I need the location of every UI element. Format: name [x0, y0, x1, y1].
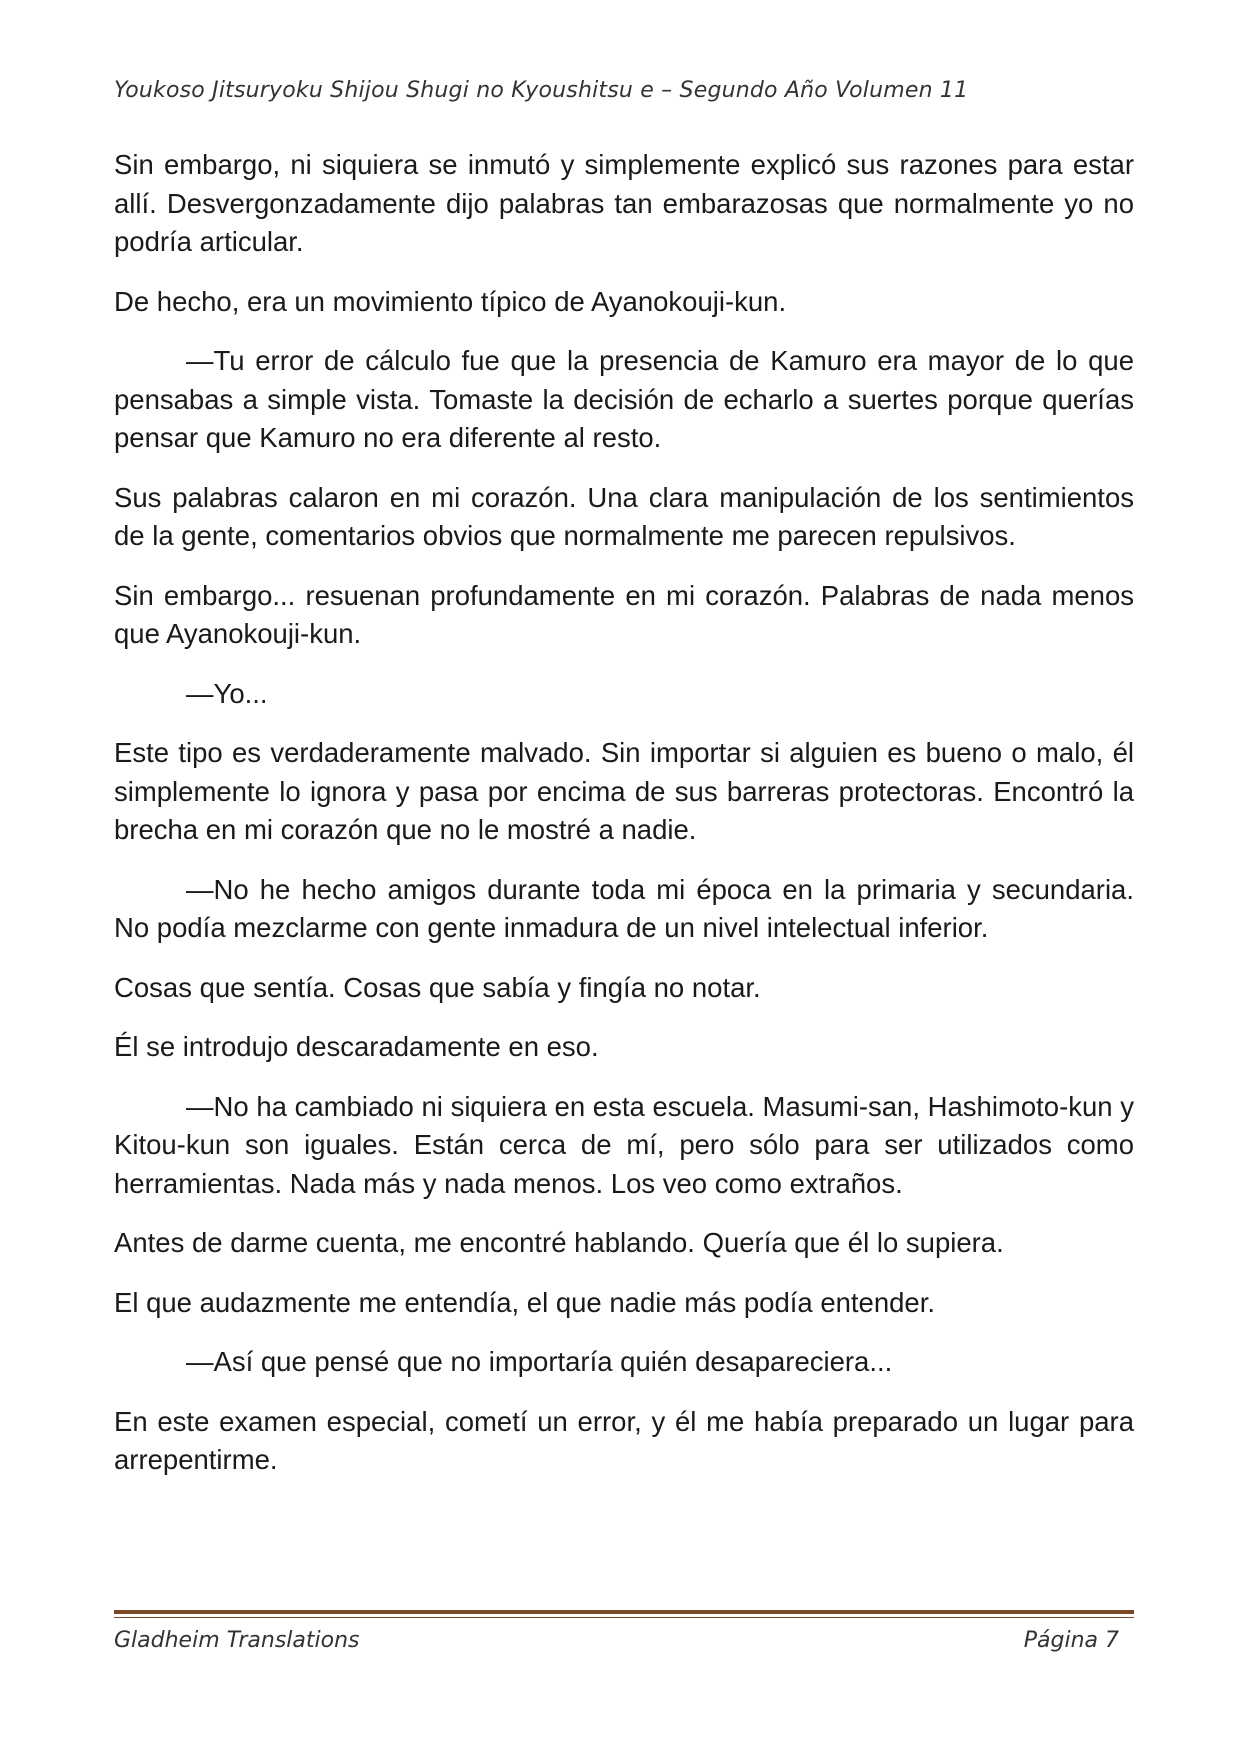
dialogue-paragraph: —No he hecho amigos durante toda mi época en la primaria y secundaria. No podía mezclarme con gente inmadura de un nivel intelectual inferior. — [114, 873, 1134, 943]
paragraph: Sin embargo, ni siquiera se inmutó y simplemente explicó sus razones para estar allí. Desvergonzadamente dijo palabras tan embarazosas que normalmente yo no podría articular. — [114, 149, 1134, 257]
dialogue-paragraph: —Tu error de cálculo fue que la presencia de Kamuro era mayor de lo que pensabas a simple vista. Tomaste la decisión de echarlo a suertes porque querías pensar que Kamuro no era diferente al resto. — [114, 345, 1134, 453]
body-text — [114, 146, 1134, 1501]
paragraph: En este examen especial, cometí un error, y él me había preparado un lugar para arrepentirme. — [114, 1405, 1134, 1475]
footer-publisher: Gladheim Translations — [114, 1628, 360, 1653]
paragraph: Sus palabras calaron en mi corazón. Una clara manipulación de los sentimientos de la gente, comentarios obvios que normalmente me parecen repulsivos. — [114, 481, 1134, 551]
page-number: Página 7 — [1023, 1628, 1119, 1653]
footer-rule-thin — [114, 1617, 1134, 1618]
paragraph: Este tipo es verdaderamente malvado. Sin importar si alguien es bueno o malo, él simplemente lo ignora y pasa por encima de sus barreras protectoras. Encontró la brecha en mi corazón que no le mostré a nadie. — [114, 737, 1134, 845]
paragraph: Cosas que sentía. Cosas que sabía y fingía no notar. — [114, 971, 761, 1003]
paragraph: Antes de darme cuenta, me encontré hablando. Quería que él lo supiera. — [114, 1227, 1004, 1258]
dialogue-paragraph: —Así que pensé que no importaría quién desapareciera... — [186, 1346, 893, 1377]
footer-rule — [114, 1610, 1134, 1614]
paragraph: De hecho, era un movimiento típico de Ayanokouji-kun. — [114, 285, 787, 317]
paragraph: El que audazmente me entendía, el que nadie más podía entender. — [114, 1286, 936, 1318]
running-header: Youkoso Jitsuryoku Shijou Shugi no Kyoushitsu e – Segundo Año Volumen 11 — [114, 78, 969, 103]
dialogue-paragraph: —No ha cambiado ni siquiera en esta escuela. Masumi-san, Hashimoto-kun y Kitou-kun son iguales. Están cerca de mí, pero sólo para ser utilizados como herramientas. Nada más y nada menos. Los veo como extraños. — [114, 1090, 1134, 1199]
paragraph: Sin embargo... resuenan profundamente en mi corazón. Palabras de nada menos que Ayanokouji-kun. — [114, 579, 1134, 649]
dialogue-paragraph: —Yo... — [186, 677, 268, 709]
paragraph: Él se introdujo descaradamente en eso. — [114, 1031, 599, 1062]
